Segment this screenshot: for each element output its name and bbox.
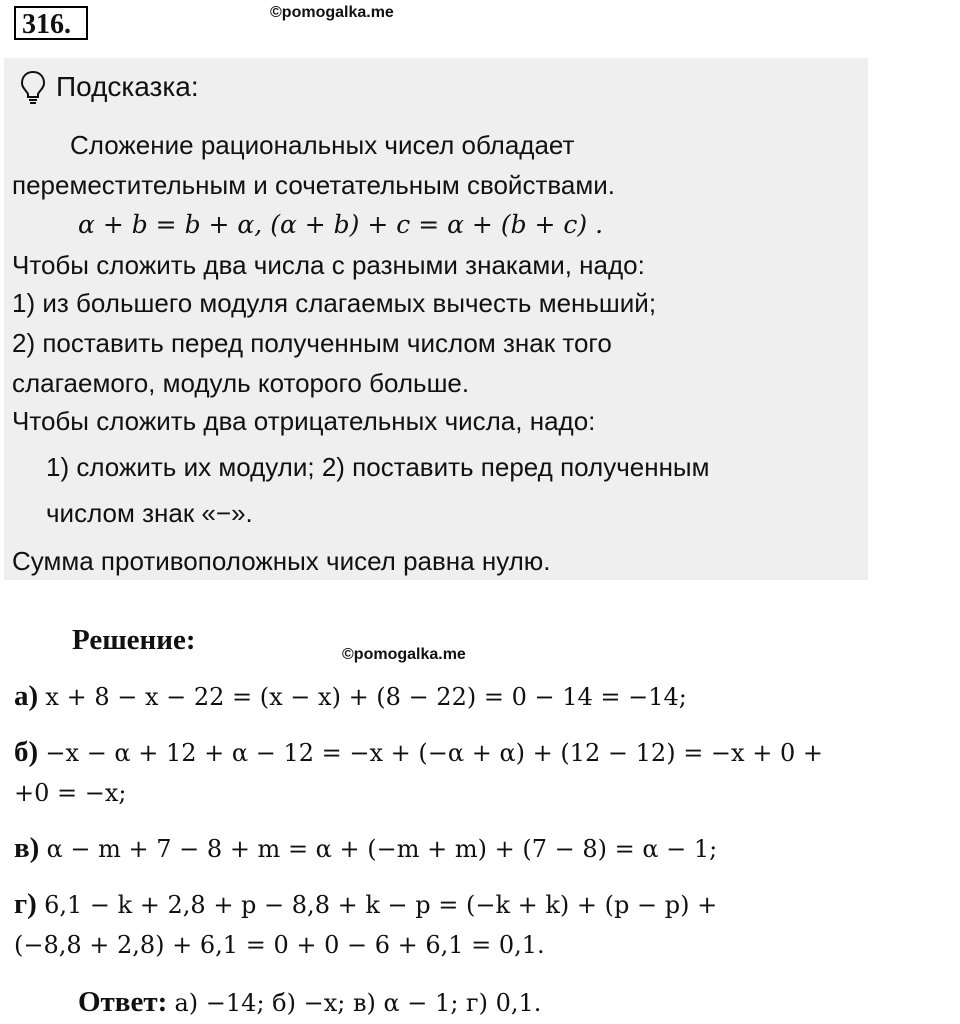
item-line: α − m + 7 − 8 + m = α + (−m + m) + (7 − 8) = α − 1; bbox=[46, 835, 718, 863]
item-line: (−8,8 + 2,8) + 6,1 = 0 + 0 − 6 + 6,1 = 0,1. bbox=[14, 931, 545, 959]
hint-line-6: 2) поставить перед полученным числом знак того bbox=[12, 328, 612, 358]
hint-line-4: Чтобы сложить два числа с разными знаками, надо: bbox=[12, 250, 645, 280]
item-label: г) bbox=[14, 888, 37, 920]
hint-line-7: слагаемого, модуль которого больше. bbox=[12, 368, 470, 398]
lightbulb-icon bbox=[20, 70, 46, 104]
hint-line-5: 1) из большего модуля слагаемых вычесть меньший; bbox=[12, 288, 657, 318]
hint-line-8: Чтобы сложить два отрицательных числа, надо: bbox=[12, 406, 596, 436]
hint-title: Подсказка: bbox=[56, 71, 199, 102]
item-label: а) bbox=[14, 680, 39, 712]
solution-item-g-cont bbox=[14, 928, 545, 961]
item-label: в) bbox=[14, 832, 40, 864]
hint-line-11: Сумма противоположных чисел равна нулю. bbox=[12, 546, 551, 576]
item-line: +0 = −x; bbox=[14, 779, 127, 807]
hint-line-1: Сложение рациональных чисел обладает bbox=[70, 130, 575, 160]
problem-number: 316. bbox=[14, 6, 88, 40]
item-line: 6,1 − k + 2,8 + p − 8,8 + k − p = (−k + k) + (p − p) + bbox=[44, 891, 718, 919]
item-line: x + 8 − x − 22 = (x − x) + (8 − 22) = 0 − 14 = −14; bbox=[45, 683, 687, 711]
solution-heading: Решение: bbox=[72, 624, 196, 656]
hint-header bbox=[20, 70, 199, 104]
solution-item-b bbox=[14, 736, 823, 769]
solution-item-g bbox=[14, 888, 717, 921]
solution-item-a bbox=[14, 680, 687, 713]
answer-line bbox=[78, 986, 541, 1019]
answer-text: а) −14; б) −x; в) α − 1; г) 0,1. bbox=[174, 989, 542, 1017]
watermark-top: ©pomogalka.me bbox=[270, 4, 394, 21]
hint-line-9: 1) сложить их модули; 2) поставить перед полученным bbox=[46, 452, 710, 482]
solution-item-v bbox=[14, 832, 717, 865]
answer-label: Ответ: bbox=[78, 986, 168, 1018]
hint-formula: α + b = b + α, (α + b) + c = α + (b + c) . bbox=[78, 210, 604, 239]
watermark-mid: ©pomogalka.me bbox=[342, 646, 466, 663]
item-line: −x − α + 12 + α − 12 = −x + (−α + α) + (12 − 12) = −x + 0 + bbox=[45, 739, 823, 767]
hint-line-10: числом знак «−». bbox=[46, 498, 253, 528]
item-label: б) bbox=[14, 736, 39, 768]
solution-item-b-cont bbox=[14, 776, 126, 809]
hint-line-2: переместительным и сочетательным свойствами. bbox=[12, 170, 615, 200]
